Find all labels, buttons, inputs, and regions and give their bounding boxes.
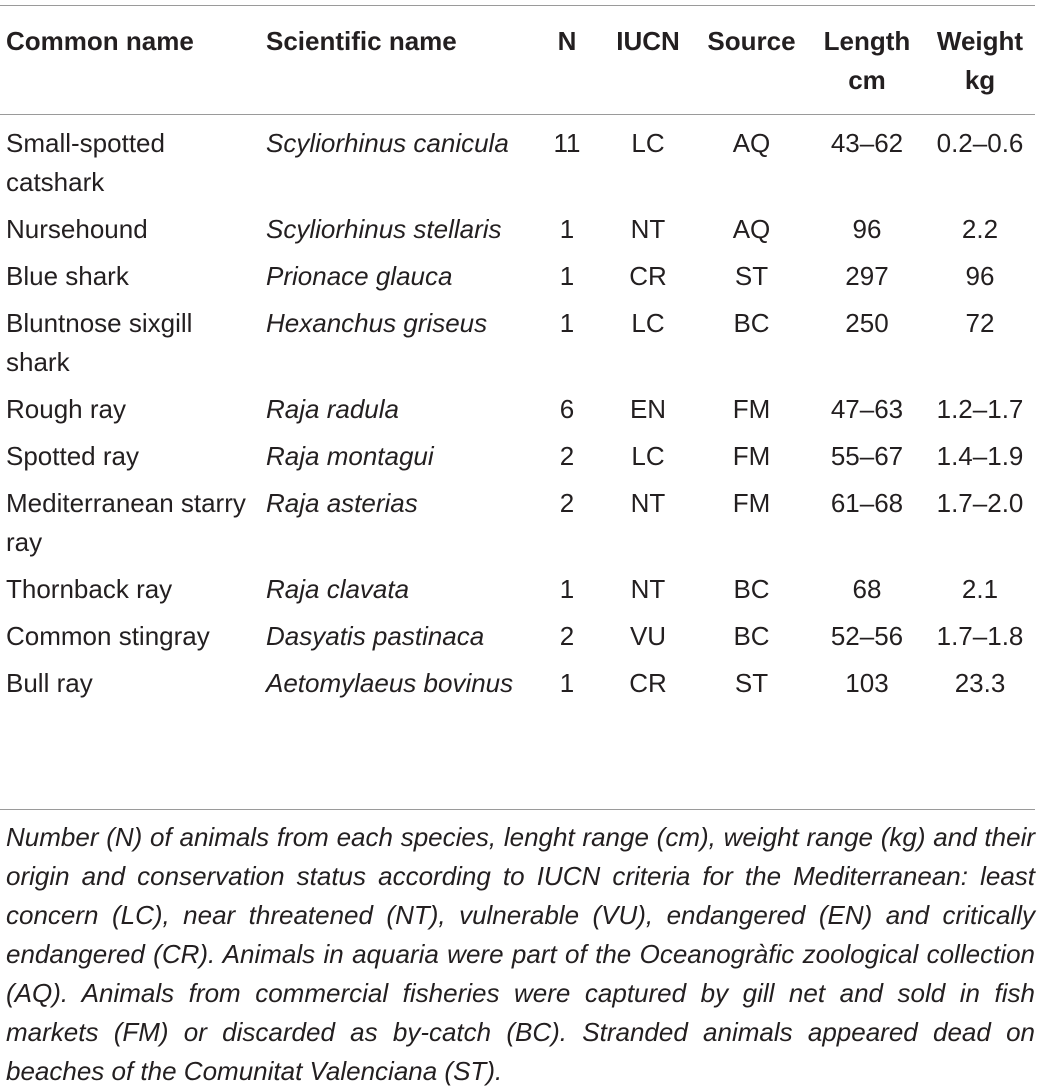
cell-weight: 2.2 <box>961 214 999 244</box>
table-row <box>0 570 1035 617</box>
cell-n: 1 <box>559 308 575 338</box>
cell-scientific-name: Scyliorhinus stellaris <box>266 214 502 244</box>
cell-iucn: EN <box>629 394 667 424</box>
cell-length: 103 <box>845 668 889 698</box>
cell-scientific-name: Dasyatis pastinaca <box>266 621 485 651</box>
cell-weight: 23.3 <box>954 668 1006 698</box>
cell-source: ST <box>734 668 769 698</box>
table-bottom-rule <box>0 809 1035 810</box>
table-body <box>0 114 1035 711</box>
table-row <box>0 390 1035 437</box>
cell-scientific-name: Scyliorhinus canicula <box>266 128 509 158</box>
cell-common-name: Nursehound <box>6 214 148 244</box>
table-footnote: Number (N) of animals from each species, lenght range (cm), weight range (kg) and their origin and conservation status according to IUCN criteria for the Mediterranean: least concern (LC), near threatened (NT), vulnerable (VU), endangered (EN) and critically endangered (CR). Animals in aquaria were part of the Oceanogràfic zoological collection (AQ). Animals from commercial fisheries were captured by gill net and sold in fish markets (FM) or discarded as by-catch (BC). Stranded animals appeared dead on beaches of the Comunitat Valenciana (ST). <box>6 822 1035 1086</box>
header-common-name: Common name <box>6 26 194 56</box>
table-row <box>0 257 1035 304</box>
table-row <box>0 114 1035 210</box>
table-row <box>0 210 1035 257</box>
cell-n: 2 <box>559 441 575 471</box>
cell-iucn: LC <box>631 308 665 338</box>
cell-iucn: LC <box>631 128 665 158</box>
header-length: Length cm <box>823 26 911 95</box>
cell-weight: 72 <box>965 308 995 338</box>
table-row <box>0 437 1035 484</box>
cell-common-name: Spotted ray <box>6 441 139 471</box>
cell-weight: 2.1 <box>961 574 999 604</box>
cell-common-name: Blue shark <box>6 261 129 291</box>
cell-common-name: Thornback ray <box>6 574 173 604</box>
table-row <box>0 304 1035 390</box>
header-weight: Weight kg <box>936 26 1024 95</box>
cell-scientific-name: Raja montagui <box>266 441 434 471</box>
cell-iucn: VU <box>629 621 667 651</box>
cell-length: 43–62 <box>830 128 904 158</box>
cell-scientific-name: Raja radula <box>266 394 399 424</box>
header-source: Source <box>707 26 796 56</box>
cell-source: FM <box>732 394 771 424</box>
table-row <box>0 617 1035 664</box>
cell-scientific-name: Aetomylaeus bovinus <box>266 668 514 698</box>
cell-weight: 1.4–1.9 <box>936 441 1024 471</box>
cell-source: BC <box>733 574 770 604</box>
cell-common-name: Small-spotted catshark <box>6 128 165 197</box>
table-header-row <box>0 6 1035 114</box>
cell-source: AQ <box>732 128 771 158</box>
table-row <box>0 664 1035 711</box>
table-row <box>0 484 1035 570</box>
cell-length: 47–63 <box>830 394 904 424</box>
cell-length: 68 <box>852 574 882 604</box>
cell-weight: 1.7–1.8 <box>936 621 1024 651</box>
cell-weight: 0.2–0.6 <box>936 128 1024 158</box>
cell-source: AQ <box>732 214 771 244</box>
cell-iucn: NT <box>630 574 666 604</box>
cell-n: 2 <box>559 621 575 651</box>
cell-n: 1 <box>559 261 575 291</box>
cell-iucn: CR <box>629 668 667 698</box>
cell-source: ST <box>734 261 769 291</box>
cell-common-name: Common stingray <box>6 621 210 651</box>
cell-length: 55–67 <box>830 441 904 471</box>
cell-scientific-name: Prionace glauca <box>266 261 453 291</box>
cell-n: 11 <box>553 128 581 158</box>
species-table <box>0 6 1035 711</box>
cell-length: 52–56 <box>830 621 904 651</box>
cell-iucn: CR <box>629 261 667 291</box>
cell-n: 2 <box>559 488 575 518</box>
cell-source: BC <box>733 621 770 651</box>
cell-common-name: Mediterranean starry ray <box>6 488 246 557</box>
cell-n: 1 <box>559 668 575 698</box>
cell-scientific-name: Raja clavata <box>266 574 410 604</box>
cell-length: 297 <box>845 261 889 291</box>
cell-weight: 96 <box>965 261 995 291</box>
cell-n: 1 <box>559 574 575 604</box>
cell-iucn: LC <box>631 441 665 471</box>
cell-length: 96 <box>852 214 882 244</box>
header-scientific-name: Scientific name <box>266 26 457 56</box>
cell-source: FM <box>732 441 771 471</box>
cell-common-name: Rough ray <box>6 394 126 424</box>
cell-scientific-name: Hexanchus griseus <box>266 308 488 338</box>
cell-iucn: NT <box>630 214 666 244</box>
cell-weight: 1.2–1.7 <box>936 394 1024 424</box>
cell-length: 61–68 <box>830 488 904 518</box>
cell-common-name: Bull ray <box>6 668 93 698</box>
cell-source: BC <box>733 308 770 338</box>
header-iucn: IUCN <box>616 26 680 56</box>
header-n: N <box>557 26 577 56</box>
cell-scientific-name: Raja asterias <box>266 488 418 518</box>
cell-n: 1 <box>559 214 575 244</box>
cell-iucn: NT <box>630 488 666 518</box>
cell-weight: 1.7–2.0 <box>936 488 1024 518</box>
cell-common-name: Bluntnose sixgill shark <box>6 308 193 377</box>
cell-n: 6 <box>559 394 575 424</box>
cell-source: FM <box>732 488 771 518</box>
cell-length: 250 <box>845 308 889 338</box>
